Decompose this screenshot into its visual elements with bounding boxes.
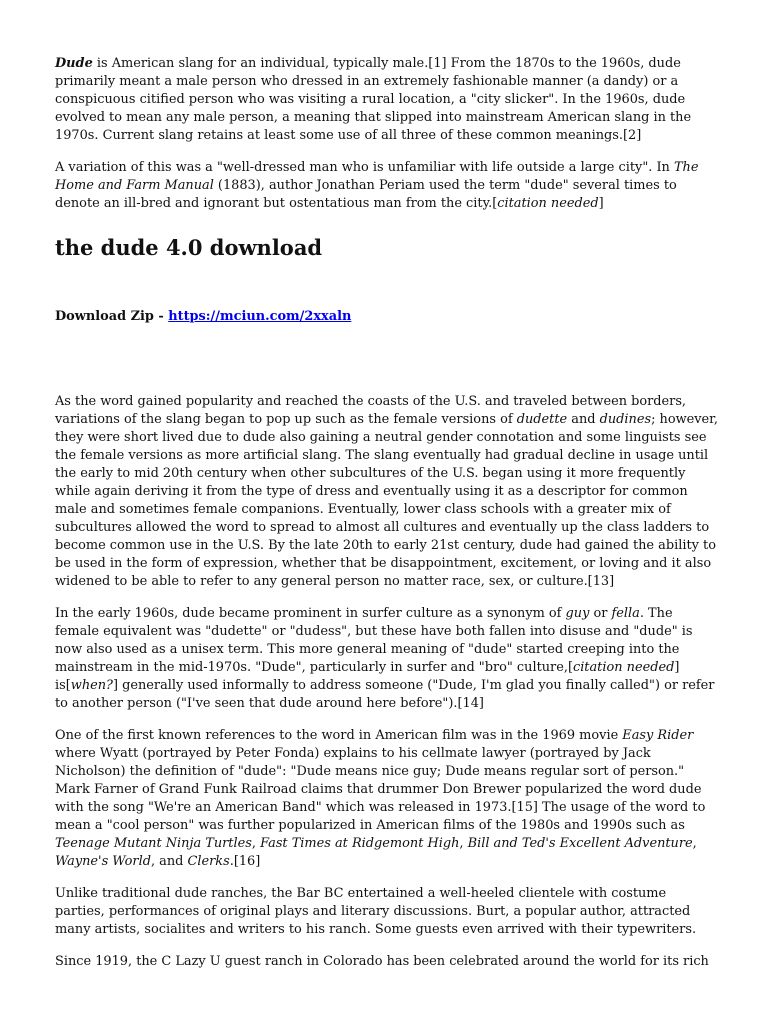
download-link[interactable]: https://mciun.com/2xxaln	[168, 309, 352, 324]
citation-needed: citation needed	[572, 660, 675, 675]
bar-bc-paragraph: Unlike traditional dude ranches, the Bar BC entertained a well-heeled clientele with costume parties, performances of original plays and literary discussions. Burt, a popular author, attracted many artists, socialites and writers to his ranch. Some guests even arrived with their typewriters.	[55, 886, 697, 937]
surfer-text-e: ] generally used informally to address someone ("Dude, I'm glad you finally called") or refer to another person ("I've seen that dude around here before").[14]	[55, 678, 715, 711]
film-title: Bill and Ted's Excellent Adventure	[467, 836, 693, 851]
film-text-c: .[16]	[229, 854, 261, 869]
popularity-paragraph	[55, 393, 718, 591]
film-title: Fast Times at Ridgemont High	[260, 836, 460, 851]
film-text-a: One of the first known references to the word in American film was in the 1969 movie	[55, 728, 623, 743]
popularity-text-a: As the word gained popularity and reached the coasts of the U.S. and traveled between borders, variations of the slang began to pop up such as the female versions of	[55, 394, 687, 427]
word-guy: guy	[565, 606, 590, 621]
surfer-text-d: ] is[	[55, 660, 680, 693]
film-title: Wayne's World	[55, 854, 151, 869]
word-dudines: dudines	[599, 412, 652, 427]
download-line	[55, 308, 718, 326]
variation-text-c: ]	[598, 196, 604, 211]
film-title: Easy Rider	[622, 728, 694, 743]
film-title: Teenage Mutant Ninja Turtles	[55, 836, 252, 851]
separator: ,	[459, 836, 468, 851]
word-fella: fella	[611, 606, 640, 621]
surfer-text-b: or	[589, 606, 612, 621]
popularity-text-b: and	[567, 412, 600, 427]
film-title: Clerks	[187, 854, 230, 869]
popularity-text-c: ; however, they were short lived due to dude also gaining a neutral gender connotation and some linguists see the female versions as more artificial slang. The slang eventually had gradual decline in usage until the early to mid 20th century when other subcultures of the U.S. began using it more frequently while again deriving it from the type of dress and eventually using it as a descriptor for common male and sometimes female companions. Eventually, lower class schools with a greater mix of subcultures allowed the word to spread to almost all cultures and eventually up the class ladders to become common use in the U.S. By the late 20th to early 21st century, dude had gained the ability to be used in the form of expression, whether that be disappointment, excitement, or loving and it also widened to be able to refer to any general person no matter race, sex, or culture.[13]	[55, 412, 718, 589]
film-paragraph	[55, 727, 718, 871]
surfer-text-a: In the early 1960s, dude became prominent in surfer culture as a synonym of	[55, 606, 566, 621]
book-title: The Home and Farm Manual	[55, 160, 699, 193]
intro-text: is American slang for an individual, typically male.[1] From the 1870s to the 1960s, dude primarily meant a male person who dressed in an extremely fashionable manner (a dandy) or a conspicuous citified person who was visiting a rural location, a "city slicker". In the 1960s, dude evolved to mean any male person, a meaning that slipped into mainstream American slang in the 1970s. Current slang retains at least some use of all three of these common meanings.[2]	[55, 56, 692, 143]
surfer-text-c: . The female equivalent was "dudette" or "dudess", but these have both fallen into disuse and "dude" is now also used as a unisex term. This more general meaning of "dude" started creeping into the mainstream in the mid-1970s. "Dude", particularly in surfer and "bro" culture,[	[55, 606, 693, 675]
variation-text-b: (1883), author Jonathan Periam used the term "dude" several times to denote an ill-bred and ignorant but ostentatious man from the city.[	[55, 178, 677, 211]
when-note: when?	[70, 678, 113, 693]
citation-needed: citation needed	[497, 196, 599, 211]
surfer-paragraph	[55, 605, 718, 713]
term-dude: Dude	[55, 56, 93, 71]
intro-paragraph	[55, 55, 718, 145]
separator: ,	[251, 836, 261, 851]
film-text-b: where Wyatt (portrayed by Peter Fonda) explains to his cellmate lawyer (portrayed by Jack Nicholson) the definition of "dude": "Dude means nice guy; Dude means regular sort of person." Mark Farner of Grand Funk Railroad claims that drummer Don Brewer popularized the word dude with the song "We're an American Band" which was released in 1973.[15] The usage of the word to mean a "cool person" was further popularized in American films of the 1980s and 1990s such as	[55, 746, 706, 833]
word-dudette: dudette	[516, 412, 568, 427]
download-label: Download Zip -	[55, 309, 169, 324]
variation-text-a: A variation of this was a "well-dressed man who is unfamiliar with life outside a large city". In	[55, 160, 674, 175]
page-heading: the dude 4.0 download	[55, 235, 323, 260]
c-lazy-u-paragraph: Since 1919, the C Lazy U guest ranch in Colorado has been celebrated around the world for its rich	[55, 954, 709, 969]
separator: , and	[150, 854, 188, 869]
variation-paragraph	[55, 159, 718, 213]
separator: ,	[692, 836, 697, 851]
